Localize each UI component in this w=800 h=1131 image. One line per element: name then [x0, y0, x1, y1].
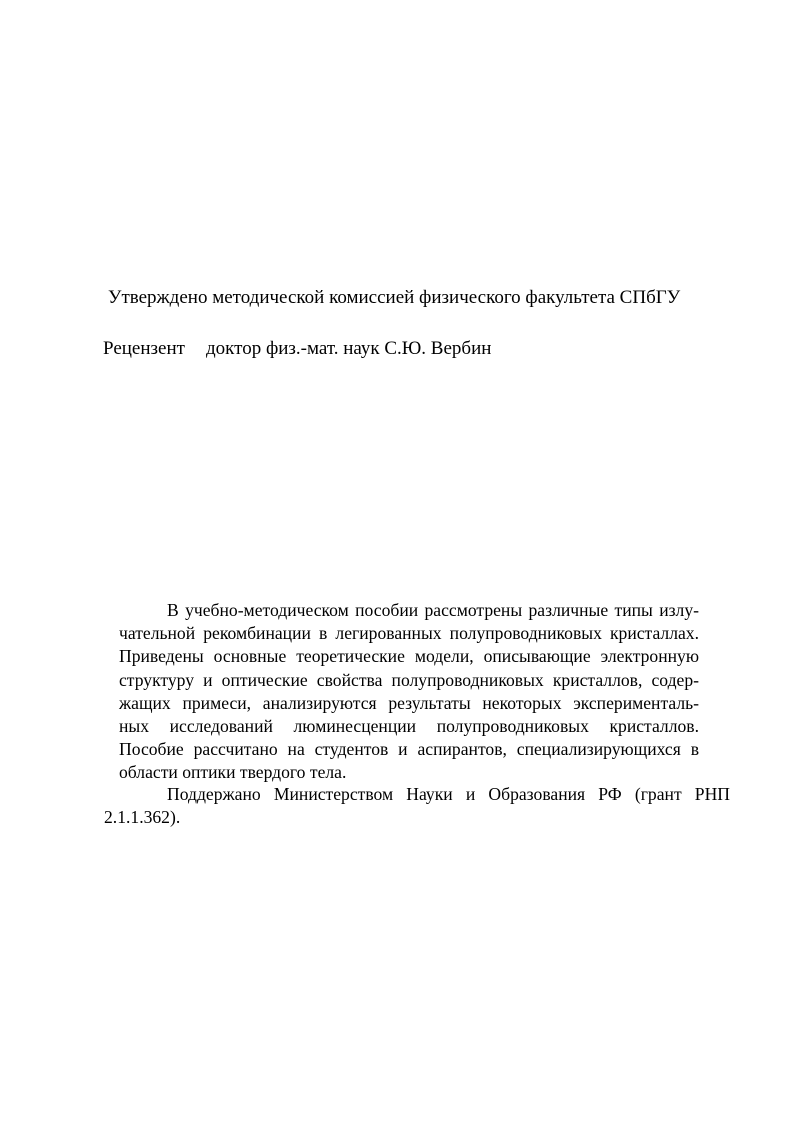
abstract-line: Приведены основные теоретические модели, описывающие электронную: [119, 646, 699, 667]
abstract-line: структуру и оптические свойства полупроводниковых кристаллов, содер-: [119, 669, 699, 690]
approval-statement: Утверждено методической комиссией физического факультета СПбГУ: [108, 287, 681, 308]
abstract-line: жащих примеси, анализируются результаты некоторых эксперименталь-: [119, 692, 699, 713]
reviewer-role: Рецензент: [103, 338, 185, 359]
abstract-line: области оптики твердого тела.: [119, 762, 347, 783]
funding-line: 2.1.1.362).: [104, 807, 181, 828]
reviewer-name: доктор физ.-мат. наук С.Ю. Вербин: [206, 338, 492, 359]
abstract-line: В учебно-методическом пособии рассмотрены различные типы излу-: [167, 600, 699, 620]
abstract-line: чательной рекомбинации в легированных полупроводниковых кристаллах.: [119, 623, 699, 644]
reviewer-line: [103, 337, 491, 361]
funding-note: [104, 783, 730, 829]
abstract-line: ных исследований люминесценции полупроводниковых кристаллов.: [119, 716, 699, 737]
abstract-line: Пособие рассчитано на студентов и аспирантов, специализирующихся в: [119, 739, 699, 760]
abstract: [119, 599, 699, 785]
funding-line: Поддержано Министерством Науки и Образования РФ (грант РНП: [167, 784, 730, 804]
abstract-paragraph: [119, 599, 699, 785]
